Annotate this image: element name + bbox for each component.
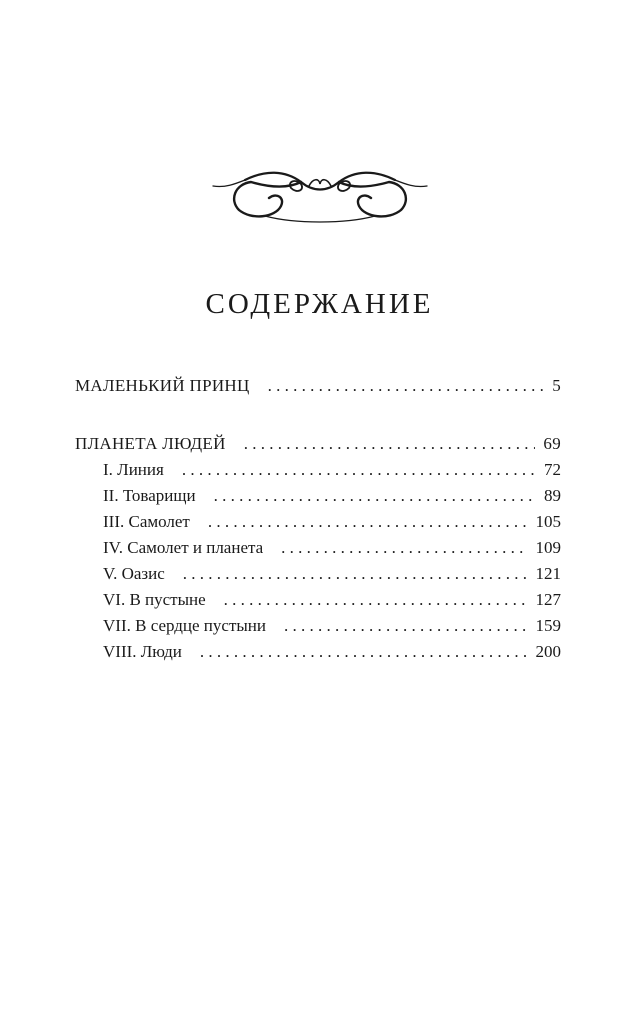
section-gap [75, 399, 561, 431]
dot-leader [224, 587, 528, 613]
toc-entry-chapter[interactable] [75, 483, 561, 509]
toc-entry-chapter[interactable] [75, 639, 561, 665]
toc-entry-chapter[interactable] [75, 509, 561, 535]
toc-entry-page: 5 [552, 376, 561, 395]
toc-entry-label: IV. Самолет и планета [103, 538, 264, 557]
toc-entry-page: 121 [535, 564, 561, 583]
toc-entry-label: VIII. Люди [103, 642, 182, 661]
toc-entry-page: 72 [544, 460, 561, 479]
toc-entry-page: 109 [535, 538, 561, 557]
toc-entry-chapter[interactable] [75, 561, 561, 587]
toc-entry-chapter[interactable] [75, 613, 561, 639]
dot-leader [268, 373, 545, 399]
toc-entry-label: VI. В пустыне [103, 590, 206, 609]
toc-entry-label: V. Оазис [103, 564, 165, 583]
toc-entry-page: 127 [535, 590, 561, 609]
toc-entry-chapter[interactable] [75, 535, 561, 561]
dot-leader [284, 613, 528, 639]
toc-entry-chapter[interactable] [75, 457, 561, 483]
toc-entry-chapter[interactable] [75, 587, 561, 613]
flourish-ornament-icon [205, 160, 435, 230]
toc-entry-label: МАЛЕНЬКИЙ ПРИНЦ [75, 376, 250, 395]
toc-entry-part[interactable] [75, 431, 561, 457]
toc-entry-page: 200 [535, 642, 561, 661]
dot-leader [244, 431, 536, 457]
table-of-contents [75, 373, 561, 665]
toc-entry-label: I. Линия [103, 460, 164, 479]
toc-entry-part[interactable] [75, 373, 561, 399]
dot-leader [214, 483, 536, 509]
dot-leader [208, 509, 528, 535]
toc-entry-page: 69 [543, 434, 561, 453]
page-title: СОДЕРЖАНИЕ [205, 288, 434, 320]
toc-entry-page: 159 [535, 616, 561, 635]
toc-entry-page: 105 [535, 512, 561, 531]
dot-leader [183, 561, 528, 587]
toc-entry-label: VII. В сердце пустыни [103, 616, 266, 635]
dot-leader [281, 535, 527, 561]
toc-entry-page: 89 [544, 486, 561, 505]
dot-leader [182, 457, 536, 483]
toc-entry-label: ПЛАНЕТА ЛЮДЕЙ [75, 434, 226, 453]
toc-entry-label: III. Самолет [103, 512, 190, 531]
dot-leader [200, 639, 528, 665]
toc-entry-label: II. Товарищи [103, 486, 196, 505]
